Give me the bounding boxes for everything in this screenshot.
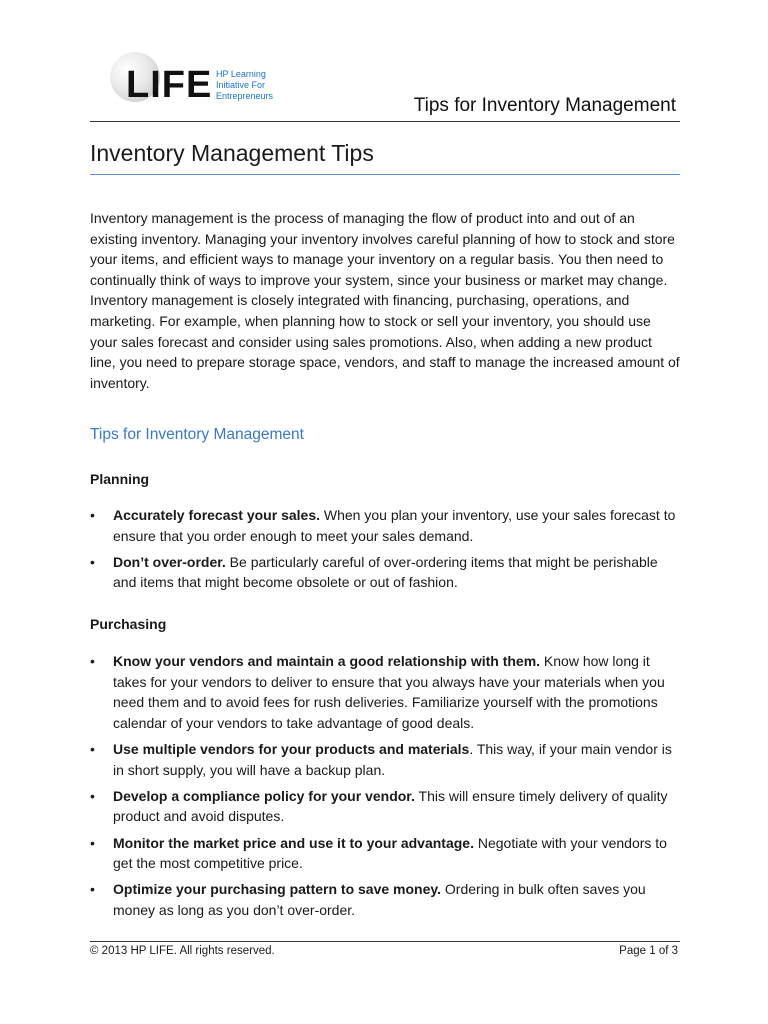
list-item: • Know your vendors and maintain a good relationship with them. Know how long it takes for your vendors to deliver to ensure that you always have your materials when you need them and to avoid fees for rush deliveries. Familiarize yourself with the promotions calendar of your vendors to take advantage of good deals. [90,653,665,731]
bullet-icon: • [90,881,95,898]
section-subheading: Tips for Inventory Management [90,426,304,443]
footer-copyright: © 2013 HP LIFE. All rights reserved. [90,945,275,957]
bullet-icon: • [90,834,95,851]
purchasing-heading: Purchasing [90,616,167,632]
list-item: • Monitor the market price and use it to your advantage. Negotiate with your vendors to get the most competitive price. [90,834,667,872]
list-item: • Develop a compliance policy for your vendor. This will ensure timely delivery of quality product and avoid disputes. [90,787,668,825]
bullet-icon: • [90,507,95,523]
title-divider [90,174,680,175]
footer-divider [90,941,680,942]
list-item: • Accurately forecast your sales. When you plan your inventory, use your sales forecast to ensure that you order enough to meet your sales demand. [90,507,676,544]
list-item: • Use multiple vendors for your products and materials. This way, if your main vendor is in short supply, you will have a backup plan. [90,740,672,778]
planning-list [90,505,680,599]
footer-page-number: Page 1 of 3 [619,945,678,957]
logo-wordmark: LIFE [126,64,213,106]
bullet-icon: • [90,740,95,757]
running-header-title: Tips for Inventory Management [413,95,676,116]
logo-tagline: HP Learning Initiative For Entrepreneurs [216,69,274,101]
list-item: • Don’t over-order. Be particularly careful of over-ordering items that might be perishable and items that might become obsolete or out of fashion. [90,553,658,591]
list-item: • Optimize your purchasing pattern to save money. Ordering in bulk often saves you money as long as you don’t over-order. [90,881,646,918]
page-title: Inventory Management Tips [90,140,374,166]
header-divider [90,121,680,122]
hp-life-logo [108,52,288,106]
intro-paragraph: Inventory management is the process of managing the flow of product into and out of an existing inventory. Managing your inventory involves careful planning of how to stock and store your items, and efficient ways to manage your inventory on a regular basis. You then need to continually think of ways to improve your system, since your business or market may change. Inventory management is closely integrated with financing, purchasing, operations, and marketing. For example, when planning how to stock or sell your inventory, you should use your sales forecast and consider using sales promotions. Also, when adding a new product line, you need to prepare storage space, vendors, and staff to manage the increased amount of inventory. [90,210,680,391]
planning-heading: Planning [90,471,150,487]
purchasing-list [90,651,680,926]
bullet-icon: • [90,787,95,804]
bullet-icon: • [90,653,95,669]
bullet-icon: • [90,553,95,570]
